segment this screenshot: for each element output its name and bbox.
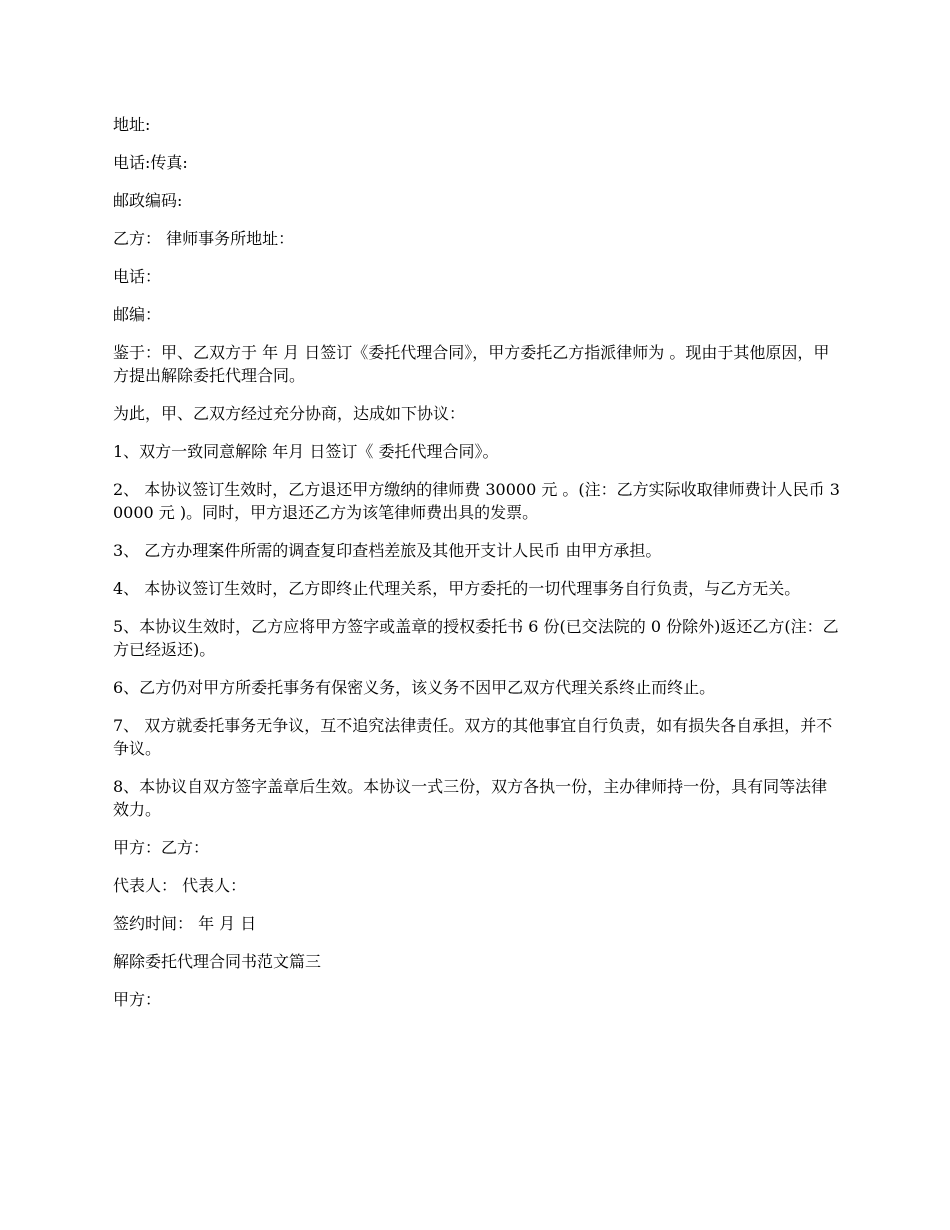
party-b-postcode-line: 邮编： [113,305,162,324]
party-b-phone-line: 电话： [113,267,162,286]
section-heading: 解除委托代理合同书范文篇三 [113,952,322,971]
clause-6: 6、乙方仍对甲方所委托事务有保密义务，该义务不因甲乙双方代理关系终止而终止。 [113,678,716,697]
clause-7: 7、 双方就委托事务无争议，互不追究法律责任。双方的其他事宜自行负责，如有损失各自承担，并不争议。 [113,716,833,758]
whereas-paragraph: 鉴于：甲、乙双方于 年 月 日签订《委托代理合同》，甲方委托乙方指派律师为 。现由于其他原因，甲方提出解除委托代理合同。 [113,343,830,385]
phone-fax-line: 电话:传真: [113,153,188,172]
clause-4: 4、 本协议签订生效时，乙方即终止代理关系，甲方委托的一切代理事务自行负责，与乙方无关。 [113,579,801,598]
clause-5: 5、本协议生效时，乙方应将甲方签字或盖章的授权委托书 6 份(已交法院的 0 份除外)返还乙方(注：乙方已经返还)。 [113,617,839,659]
clause-2: 2、 本协议签订生效时，乙方退还甲方缴纳的律师费 30000 元 。(注：乙方实际收取律师费计人民币 30000 元 )。同时，甲方退还乙方为该笔律师费出具的发票。 [113,480,840,522]
postal-code-line: 邮政编码: [113,191,183,210]
agreement-intro: 为此，甲、乙双方经过充分协商，达成如下协议： [113,404,466,423]
signature-parties-line: 甲方：乙方： [113,838,210,857]
representatives-line: 代表人： 代表人： [113,876,247,895]
document-page [113,113,841,1026]
party-a-line: 甲方： [113,990,162,1009]
clause-3: 3、 乙方办理案件所需的调查复印查档差旅及其他开支计人民币 由甲方承担。 [113,541,662,560]
party-b-address-line: 乙方： 律师事务所地址： [113,229,295,248]
clause-8: 8、本协议自双方签字盖章后生效。本协议一式三份，双方各执一份，主办律师持一份，具有同等法律效力。 [113,777,828,819]
address-line: 地址: [113,115,151,134]
clause-1: 1、双方一致同意解除 年月 日签订《 委托代理合同》。 [113,442,499,461]
signing-date-line: 签约时间： 年 月 日 [113,914,257,933]
